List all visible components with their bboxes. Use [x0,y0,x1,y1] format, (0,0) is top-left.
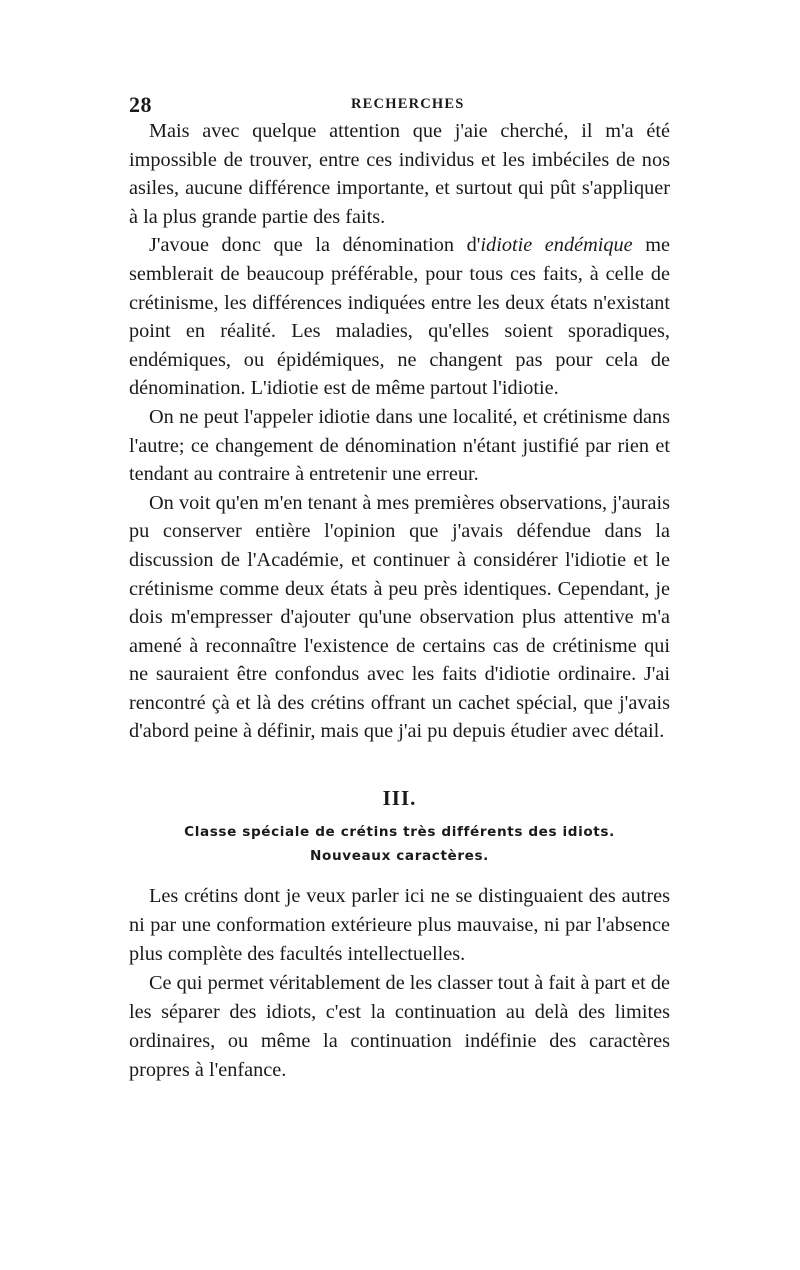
italic-term: idiotie endémique [480,234,633,257]
paragraph: On voit qu'en m'en tenant à mes premières observations, j'aurais pu conserver entière l'opinion que j'avais défendue dans la discussion de l'Académie, et continuer à considérer l'idiotie et le crétinisme comme deux états à peu près identiques. Cependant, je dois m'empresser d'ajouter qu'une observation plus attentive m'a amené à reconnaître l'existence de certains cas de crétinisme qui ne sauraient être confondus avec les faits d'idiotie ordinaire. J'ai rencontré çà et là des crétins offrant un cachet spécial, que j'avais d'abord peine à définir, mais que j'ai pu depuis étudier avec détail. [129,491,670,743]
paragraph: Les crétins dont je veux parler ici ne se distinguaient des autres ni par une conformation extérieure plus mauvaise, ni par l'absence plus complète des facultés intellectuelles. [129,885,670,965]
body-text-section-ii [129,117,670,746]
section-title-line: Nouveaux caractères. [310,848,489,864]
section-number: III. [382,786,417,810]
running-head [129,92,669,118]
paragraph: Ce qui permet véritablement de les classer tout à fait à part et de les séparer des idiots, c'est la continuation au delà des limites ordinaires, ou même la continuation indéfinie des caractères propres à l'enfance. [129,972,670,1081]
paragraph: On ne peut l'appeler idiotie dans une localité, et crétinisme dans l'autre; ce changement de dénomination n'étant justifié par rien et tendant au contraire à entretenir une erreur. [129,405,670,486]
paragraph-text: J'avoue donc que la dénomination d' [149,234,481,257]
paragraph [129,231,670,403]
section-title-line: Classe spéciale de crétins très différents des idiots. [184,824,615,840]
running-title: RECHERCHES [351,96,465,112]
body-text-section-iii [129,882,670,1085]
page-number: 28 [129,92,152,117]
section-title [129,820,670,868]
paragraph-text: me semblerait de beaucoup préférable, pour tous ces faits, à celle de crétinisme, les différences indiquées entre les deux états n'existant point en réalité. Les maladies, qu'elles soient sporadiques, endémiques, ou épidémiques, ne changent pas pour cela de dénomination. L'idiotie est de même partout l'idiotie. [129,234,670,400]
paragraph: Mais avec quelque attention que j'aie cherché, il m'a été impossible de trouver, entre ces individus et les imbéciles de nos asiles, aucune différence importante, et surtout qui pût s'appliquer à la plus grande partie des faits. [129,120,670,228]
